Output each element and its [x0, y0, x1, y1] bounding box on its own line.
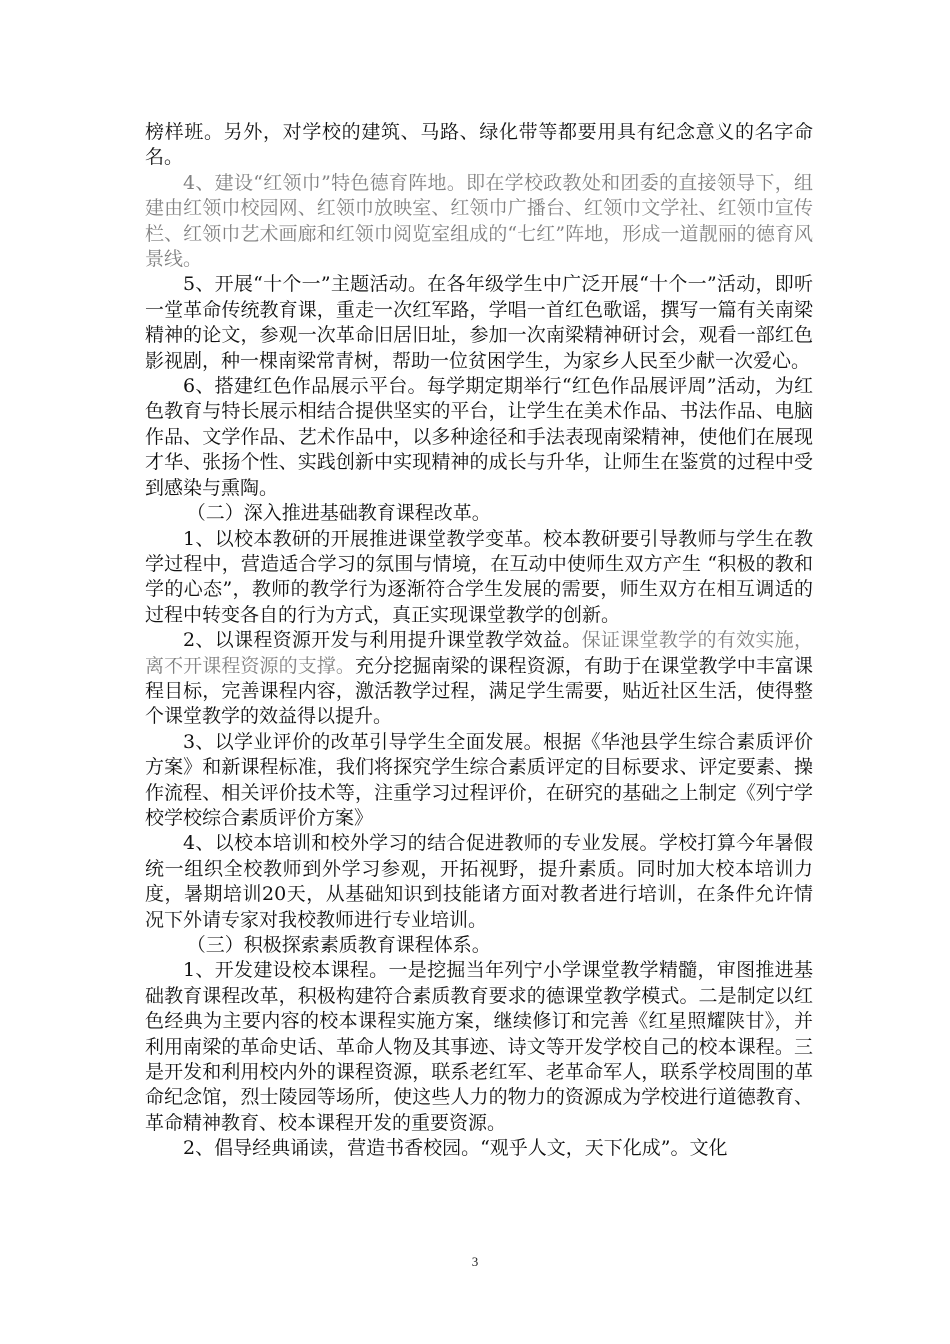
paragraph	[145, 628, 813, 730]
paragraph: 3、以学业评价的改革引导学生全面发展。根据《华池县学生综合素质评价方案》和新课程标准，我们将探究学生综合素质评定的目标要求、评定要素、操作流程、相关评价技术等，注重学习过程评价，在研究的基础之上制定《列宁学校学校综合素质评价方案》	[145, 730, 813, 829]
section-heading: （三）积极探索素质教育课程体系。	[186, 934, 491, 956]
paragraph: 1、以校本教研的开展推进课堂教学变革。校本教研要引导教师与学生在教学过程中，营造适合学习的氛围与情境，在互动中使师生双方产生 “积极的教和学的心态”，教师的教学行为逐渐符合学生发展的需要，师生双方在相互调适的过程中转变各自的行为方式，真正实现课堂教学的创新。	[145, 527, 813, 626]
section-heading: （二）深入推进基础教育课程改革。	[186, 502, 491, 525]
paragraph: 2、倡导经典诵读，营造书香校园。“观乎人文，天下化成”。文化	[183, 1137, 728, 1160]
paragraph-muted-text: 保证课堂教学的有效实施，离不开课程资源的支撑。	[145, 629, 813, 677]
page-number: 3	[471, 1254, 479, 1269]
paragraph: 6、搭建红色作品展示平台。每学期定期举行“红色作品展评周”活动，为红色教育与特长展示相结合提供坚实的平台，让学生在美术作品、书法作品、电脑作品、文学作品、艺术作品中，以多种途径和手法表现南梁精神，使他们在展现才华、张扬个性、实践创新中实现精神的成长与升华，让师生在鉴赏的过程中受到感染与熏陶。	[145, 375, 813, 499]
document-body	[145, 120, 813, 1162]
paragraph: 榜样班。另外，对学校的建筑、马路、绿化带等都要用具有纪念意义的名字命名。	[145, 121, 813, 169]
paragraph-rest: 充分挖掘南梁的课程资源，有助于在课堂教学中丰富课程目标，完善课程内容，激活教学过程，满足学生需要，贴近社区生活，使得整个课堂教学的效益得以提升。	[145, 654, 813, 728]
paragraph: 4、以校本培训和校外学习的结合促进教师的专业发展。学校打算今年暑假统一组织全校教师到外学习参观，开拓视野，提升素质。同时加大校本培训力度，暑期培训20天，从基础知识到技能诸方面对教者进行培训，在条件允许情况下外请专家对我校教师进行专业培训。	[145, 832, 813, 931]
paragraph: 4、建设“红领巾”特色德育阵地。即在学校政教处和团委的直接领导下，组建由红领巾校园网、红领巾放映室、红领巾广播台、红领巾文学社、红领巾宣传栏、红领巾艺术画廊和红领巾阅览室组成的“七红”阵地，形成一道靓丽的德育风景线。	[145, 171, 813, 271]
paragraph: 1、开发建设校本课程。一是挖掘当年列宁小学课堂教学精髓，审图推进基础教育课程改革，积极构建符合素质教育要求的德课堂教学模式。二是制定以红色经典为主要内容的校本课程实施方案，继续修订和完善《红星照耀陕甘》，并利用南梁的革命史话、革命人物及其事迹、诗文等开发学校自己的校本课程。三是开发和利用校内外的课程资源，联系老红军、老革命军人，联系学校周围的革命纪念馆，烈士陵园等场所，使这些人力的物力的资源成为学校进行道德教育、革命精神教育、校本课程开发的重要资源。	[145, 959, 813, 1134]
paragraph: 5、开展“十个一”主题活动。在各年级学生中广泛开展“十个一”活动，即听一堂革命传统教育课，重走一次红军路，学唱一首红色歌谣，撰写一篇有关南梁精神的论文，参观一次革命旧居旧址，参加一次南梁精神研讨会，观看一部红色影视剧，种一棵南梁常青树，帮助一位贫困学生，为家乡人民至少献一次爱心。	[145, 273, 813, 372]
paragraph-lead: 2、以课程资源开发与利用提升课堂教学效益。	[183, 629, 582, 652]
